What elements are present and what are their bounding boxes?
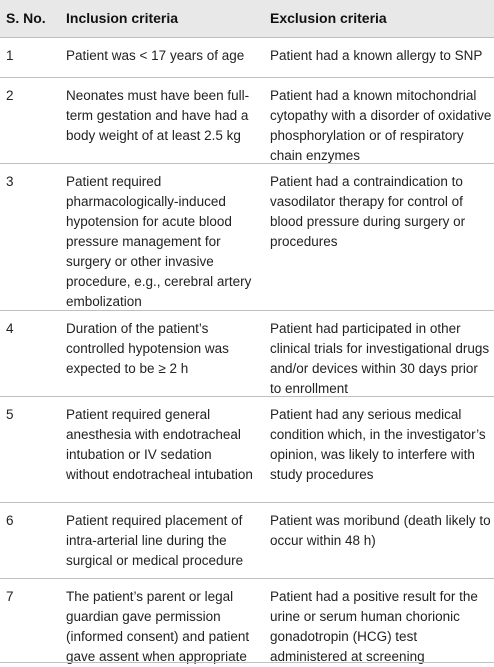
table-bottom-rule <box>0 662 494 663</box>
cell-sno: 7 <box>6 589 14 604</box>
table-row <box>0 310 494 396</box>
cell-inclusion: Patient required pharmacologically-induced hypotension for acute blood pressure management for surgery or other invasive procedure, e.g., cerebral artery embolization <box>66 174 252 309</box>
cell-inclusion: Neonates must have been full-term gestation and have had a body weight of at least 2.5 kg <box>66 88 250 143</box>
cell-exclusion: Patient had any serious medical condition which, in the investigator’s opinion, was likely to interfere with study procedures <box>270 407 486 482</box>
table-row <box>0 502 494 578</box>
cell-inclusion: Patient required general anesthesia with endotracheal intubation or IV sedation without endotracheal intubation <box>66 407 253 482</box>
cell-sno: 2 <box>6 88 14 103</box>
header-exclusion-criteria: Exclusion criteria <box>270 10 387 26</box>
cell-exclusion: Patient had a contraindication to vasodilator therapy for control of blood pressure during surgery or procedures <box>270 174 466 249</box>
cell-sno: 6 <box>6 513 14 528</box>
cell-sno: 3 <box>6 174 14 189</box>
cell-inclusion: The patient’s parent or legal guardian gave permission (informed consent) and patient gave assent when appropriate <box>66 589 250 664</box>
table-row <box>0 578 494 662</box>
cell-inclusion: Patient required placement of intra-arterial line during the surgical or medical procedure <box>66 513 244 568</box>
cell-sno: 4 <box>6 321 14 336</box>
cell-inclusion: Duration of the patient’s controlled hypotension was expected to be ≥ 2 h <box>66 321 229 376</box>
cell-exclusion: Patient was moribund (death likely to occur within 48 h) <box>270 513 491 548</box>
table-row <box>0 37 494 77</box>
header-inclusion-criteria: Inclusion criteria <box>66 10 179 26</box>
table-row <box>0 77 494 163</box>
cell-sno: 1 <box>6 48 14 63</box>
cell-sno: 5 <box>6 407 14 422</box>
header-sno: S. No. <box>6 10 46 26</box>
cell-exclusion: Patient had a known allergy to SNP <box>270 48 483 63</box>
cell-exclusion: Patient had a known mitochondrial cytopathy with a disorder of oxidative phosphorylation or of respiratory chain enzymes <box>270 88 492 163</box>
table-row <box>0 396 494 502</box>
table-header-row <box>0 0 494 37</box>
cell-exclusion: Patient had a positive result for the urine or serum human chorionic gonadotropin (HCG) test administered at screening <box>270 589 478 664</box>
cell-inclusion: Patient was < 17 years of age <box>66 48 245 63</box>
table-row <box>0 163 494 310</box>
cell-exclusion: Patient had participated in other clinical trials for investigational drugs and/or devices within 30 days prior to enrollment <box>270 321 490 396</box>
